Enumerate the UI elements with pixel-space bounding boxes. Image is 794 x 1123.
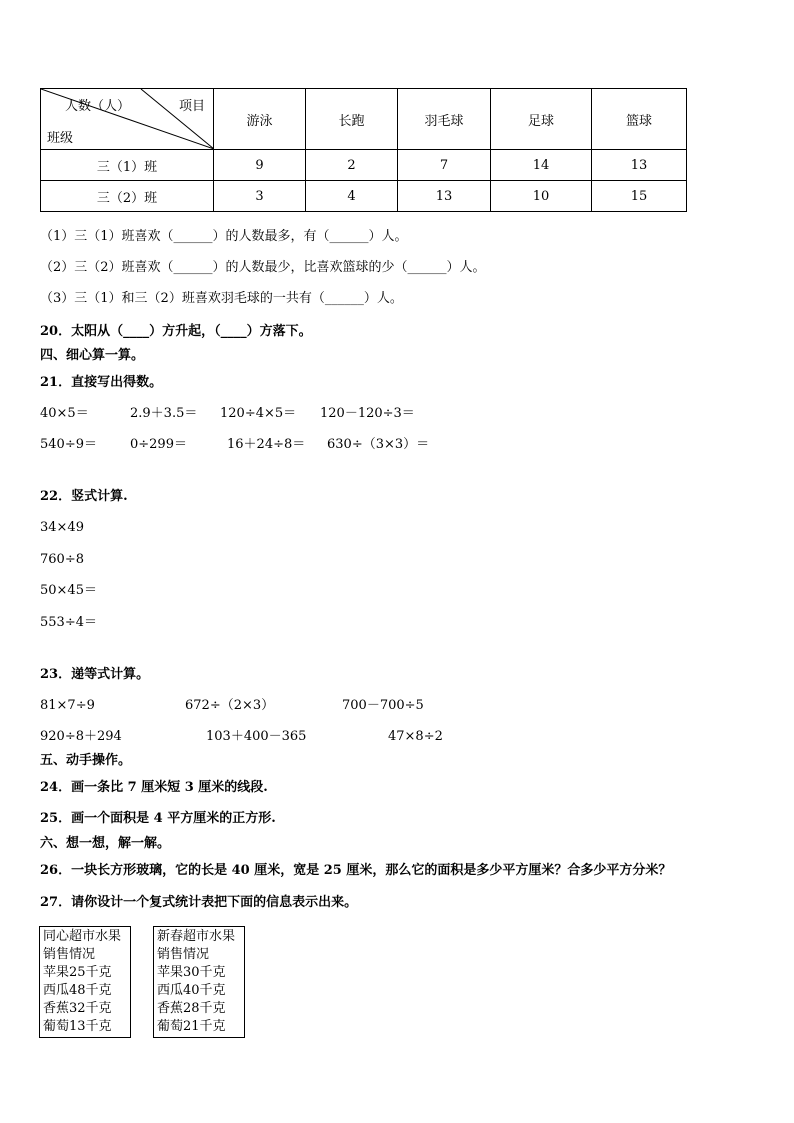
row-label: 三（2）班 [41,181,214,212]
question-22: 22．竖式计算. [40,489,128,504]
calc-item: 760÷8 [40,552,84,567]
info-box-tongxin [39,926,131,1038]
info-line: 葡萄21千克 [157,1019,226,1034]
question-27: 27．请你设计一个复式统计表把下面的信息表示出来。 [40,895,358,910]
info-line: 苹果25千克 [43,965,112,980]
diag-label-class: 班级 [47,131,74,146]
table-cell: 2 [306,150,398,181]
info-box-xinchun [153,926,245,1038]
question-3: （3）三（1）和三（2）班喜欢羽毛球的一共有（______）人。 [40,291,403,306]
table-cell: 13 [398,181,491,212]
table-cell: 15 [592,181,687,212]
table-row [41,181,687,212]
calc-item: 40×5＝ [40,406,89,421]
calc-item: 120－120÷3＝ [320,406,415,421]
calc-item: 103＋400－365 [206,729,307,744]
section-5-title: 五、动手操作。 [40,753,132,768]
column-header: 足球 [491,89,592,150]
column-header: 游泳 [214,89,306,150]
table-header-row [41,89,687,150]
info-line: 香蕉32千克 [43,1001,112,1016]
calc-item: 920÷8＋294 [40,729,122,744]
calc-item: 47×8÷2 [388,729,443,744]
table-cell: 9 [214,150,306,181]
table-cell: 7 [398,150,491,181]
diagonal-header-cell [41,89,214,150]
question-20: 20．太阳从（____）方升起，（____）方落下。 [40,324,312,339]
section-4-title: 四、细心算一算。 [40,348,145,363]
question-24: 24．画一条比 7 厘米短 3 厘米的线段. [40,780,268,795]
question-21: 21．直接写出得数。 [40,375,163,390]
info-line: 香蕉28千克 [157,1001,226,1016]
stats-table [40,88,687,212]
question-2: （2）三（2）班喜欢（______）的人数最少，比喜欢篮球的少（______）人。 [40,260,486,275]
calc-item: 50×45＝ [40,583,97,598]
diag-label-item: 项目 [178,99,205,114]
question-23: 23．递等式计算。 [40,667,150,682]
info-line: 西瓜40千克 [157,983,226,998]
table-cell: 14 [491,150,592,181]
table-cell: 4 [306,181,398,212]
calc-item: 81×7÷9 [40,698,95,713]
calc-item: 630÷（3×3）＝ [327,437,430,452]
question-1: （1）三（1）班喜欢（______）的人数最多，有（______）人。 [40,229,408,244]
calc-item: 700－700÷5 [342,698,424,713]
calc-item: 672÷（2×3） [185,698,275,713]
table-cell: 13 [592,150,687,181]
calc-item: 120÷4×5＝ [220,406,297,421]
section-6-title: 六、想一想，解一解。 [40,836,171,851]
calc-item: 0÷299＝ [130,437,187,452]
calc-item: 540÷9＝ [40,437,97,452]
calc-item: 34×49 [40,520,84,535]
info-line: 新春超市水果 [157,929,236,944]
table-row [41,150,687,181]
question-26: 26．一块长方形玻璃，它的长是 40 厘米，宽是 25 厘米，那么它的面积是多少平方厘米？合多少平方分米？ [40,863,672,878]
info-line: 西瓜48千克 [43,983,112,998]
calc-item: 16＋24÷8＝ [227,437,306,452]
info-line: 销售情况 [43,947,96,962]
calc-item: 2.9＋3.5＝ [130,406,198,421]
calc-item: 553÷4＝ [40,615,97,630]
table-cell: 3 [214,181,306,212]
row-label: 三（1）班 [41,150,214,181]
column-header: 羽毛球 [398,89,491,150]
question-25: 25．画一个面积是 4 平方厘米的正方形. [40,811,276,826]
column-header: 篮球 [592,89,687,150]
diag-label-count: 人数（人） [65,99,131,114]
info-line: 苹果30千克 [157,965,226,980]
info-line: 销售情况 [157,947,210,962]
info-line: 葡萄13千克 [43,1019,112,1034]
info-line: 同心超市水果 [43,929,122,944]
table-cell: 10 [491,181,592,212]
column-header: 长跑 [306,89,398,150]
